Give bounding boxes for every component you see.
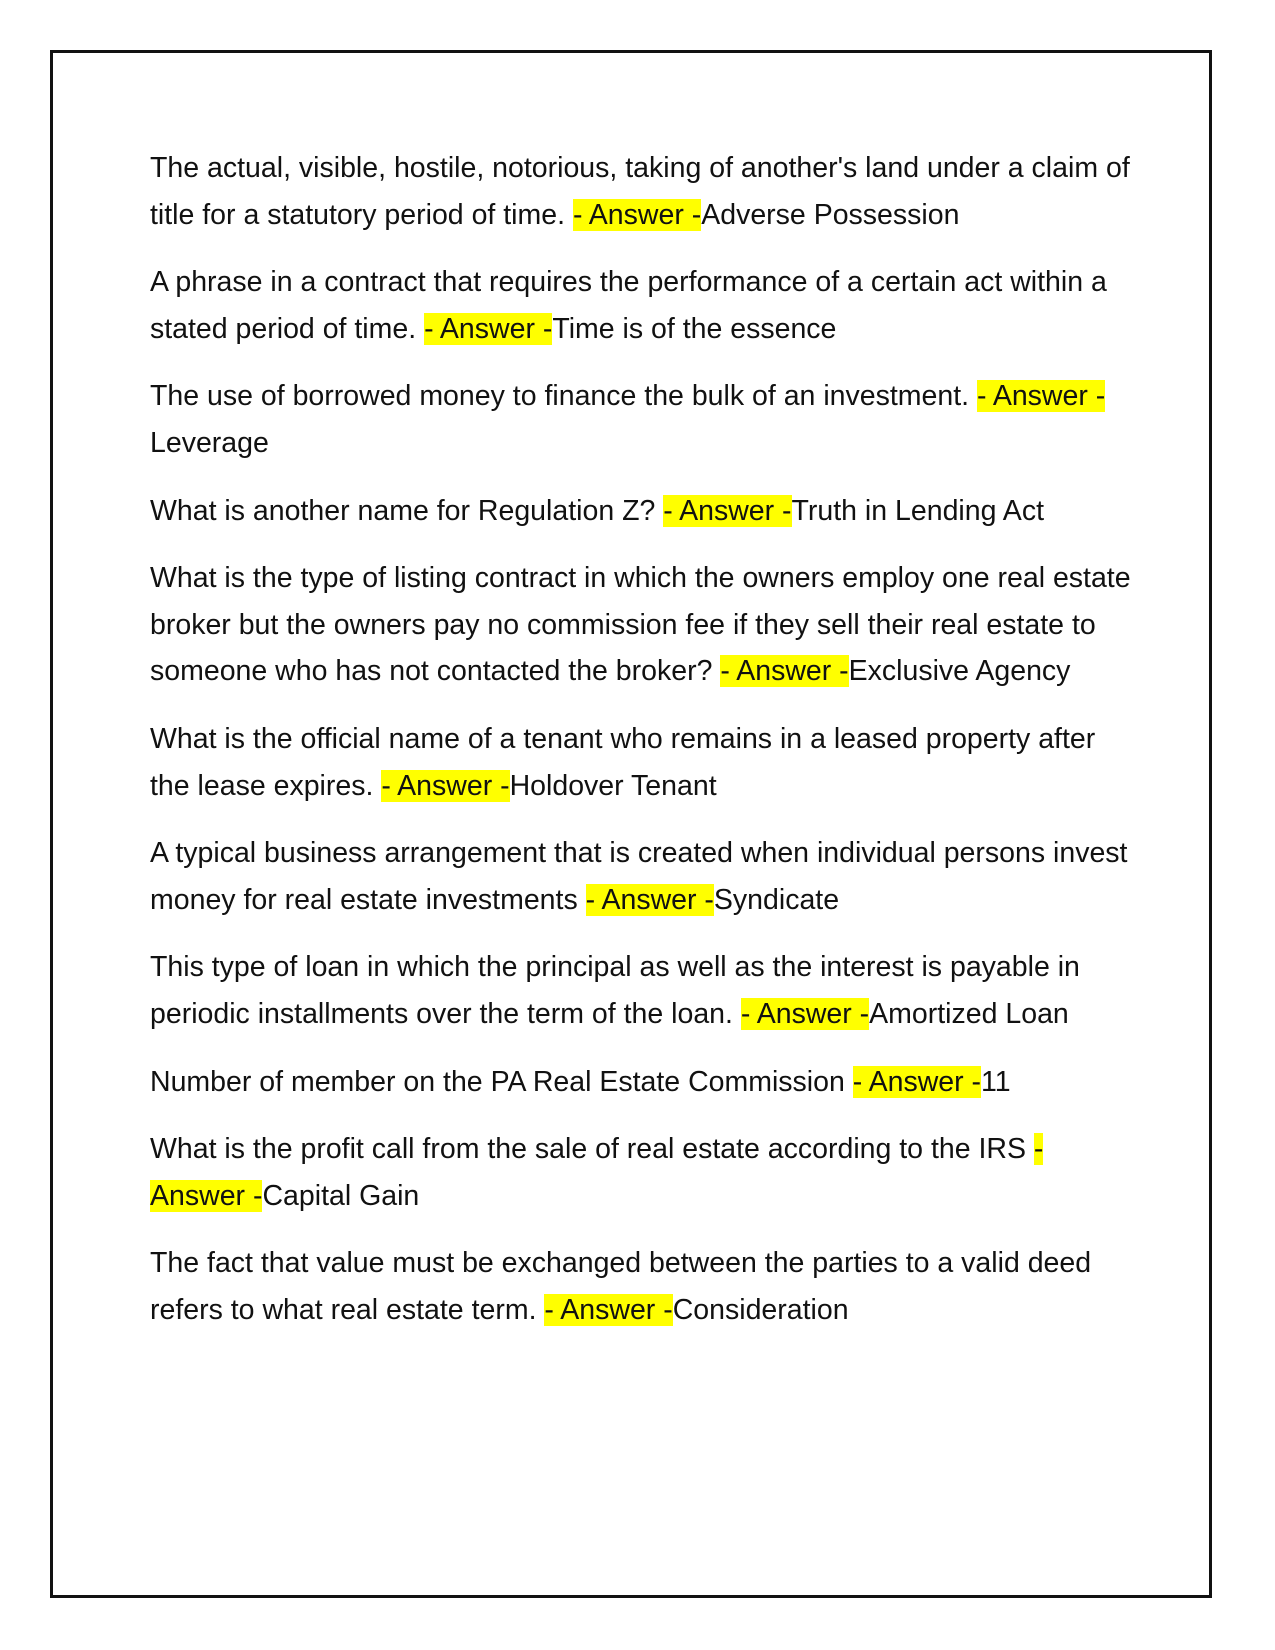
question-text: What is another name for Regulation Z? bbox=[150, 494, 664, 527]
qa-item bbox=[150, 944, 1140, 1037]
question-text: This type of loan in which the principal as well as the interest is payable in periodic installments over the term of the loan. bbox=[150, 951, 1080, 1030]
question-text: What is the profit call from the sale of real estate according to the IRS bbox=[150, 1133, 1034, 1166]
answer-marker: - Answer - bbox=[740, 997, 870, 1030]
question-text: A phrase in a contract that requires the performance of a certain act within a stated period of time. bbox=[150, 266, 1107, 345]
question-text: A typical business arrangement that is created when individual persons invest money for real estate investments bbox=[150, 837, 1128, 916]
qa-item bbox=[150, 259, 1140, 352]
answer-text: Time is of the essence bbox=[552, 312, 837, 345]
answer-marker: - Answer - bbox=[852, 1065, 982, 1098]
answer-marker: - Answer - bbox=[381, 769, 510, 802]
answer-marker: - Answer - bbox=[976, 380, 1106, 413]
answer-marker: - Answer - bbox=[544, 1293, 673, 1326]
answer-text: Exclusive Agency bbox=[848, 655, 1071, 688]
answer-text: Leverage bbox=[150, 426, 269, 459]
answer-marker: - Answer - bbox=[663, 494, 792, 527]
question-text: What is the type of listing contract in which the owners employ one real estate broker but the owners pay no commission fee if they sell their real estate to someone who has not contacted the broker? bbox=[150, 562, 1131, 688]
answer-text: Holdover Tenant bbox=[509, 769, 717, 802]
qa-item bbox=[150, 716, 1140, 809]
question-text: The actual, visible, hostile, notorious, taking of another's land under a claim of title for a statutory period of time. bbox=[150, 152, 1130, 231]
answer-marker: - Answer - bbox=[424, 312, 553, 345]
qa-item bbox=[150, 1059, 1140, 1106]
answer-marker: - Answer - bbox=[150, 1133, 1044, 1212]
answer-text: Amortized Loan bbox=[869, 997, 1069, 1030]
answer-text: Syndicate bbox=[713, 883, 840, 916]
answer-text: Adverse Possession bbox=[701, 198, 960, 231]
qa-item bbox=[150, 555, 1140, 695]
qa-item bbox=[150, 1126, 1140, 1219]
question-text: Number of member on the PA Real Estate Commission bbox=[150, 1065, 853, 1098]
answer-text: Consideration bbox=[672, 1293, 849, 1326]
answer-marker: - Answer - bbox=[720, 655, 849, 688]
qa-item bbox=[150, 373, 1140, 466]
answer-marker: - Answer - bbox=[585, 883, 714, 916]
answer-marker: - Answer - bbox=[572, 198, 702, 231]
qa-list bbox=[150, 145, 1140, 1354]
qa-item bbox=[150, 145, 1140, 238]
question-text: What is the official name of a tenant who remains in a leased property after the lease expires. bbox=[150, 722, 1096, 802]
question-text: The use of borrowed money to finance the bulk of an investment. bbox=[150, 380, 977, 413]
qa-item bbox=[150, 830, 1140, 923]
qa-item bbox=[150, 488, 1140, 535]
answer-text: Truth in Lending Act bbox=[791, 494, 1044, 527]
question-text: The fact that value must be exchanged between the parties to a valid deed refers to what real estate term. bbox=[150, 1247, 1092, 1326]
answer-text: 11 bbox=[981, 1065, 1011, 1098]
qa-item bbox=[150, 1240, 1140, 1333]
answer-text: Capital Gain bbox=[262, 1179, 420, 1212]
